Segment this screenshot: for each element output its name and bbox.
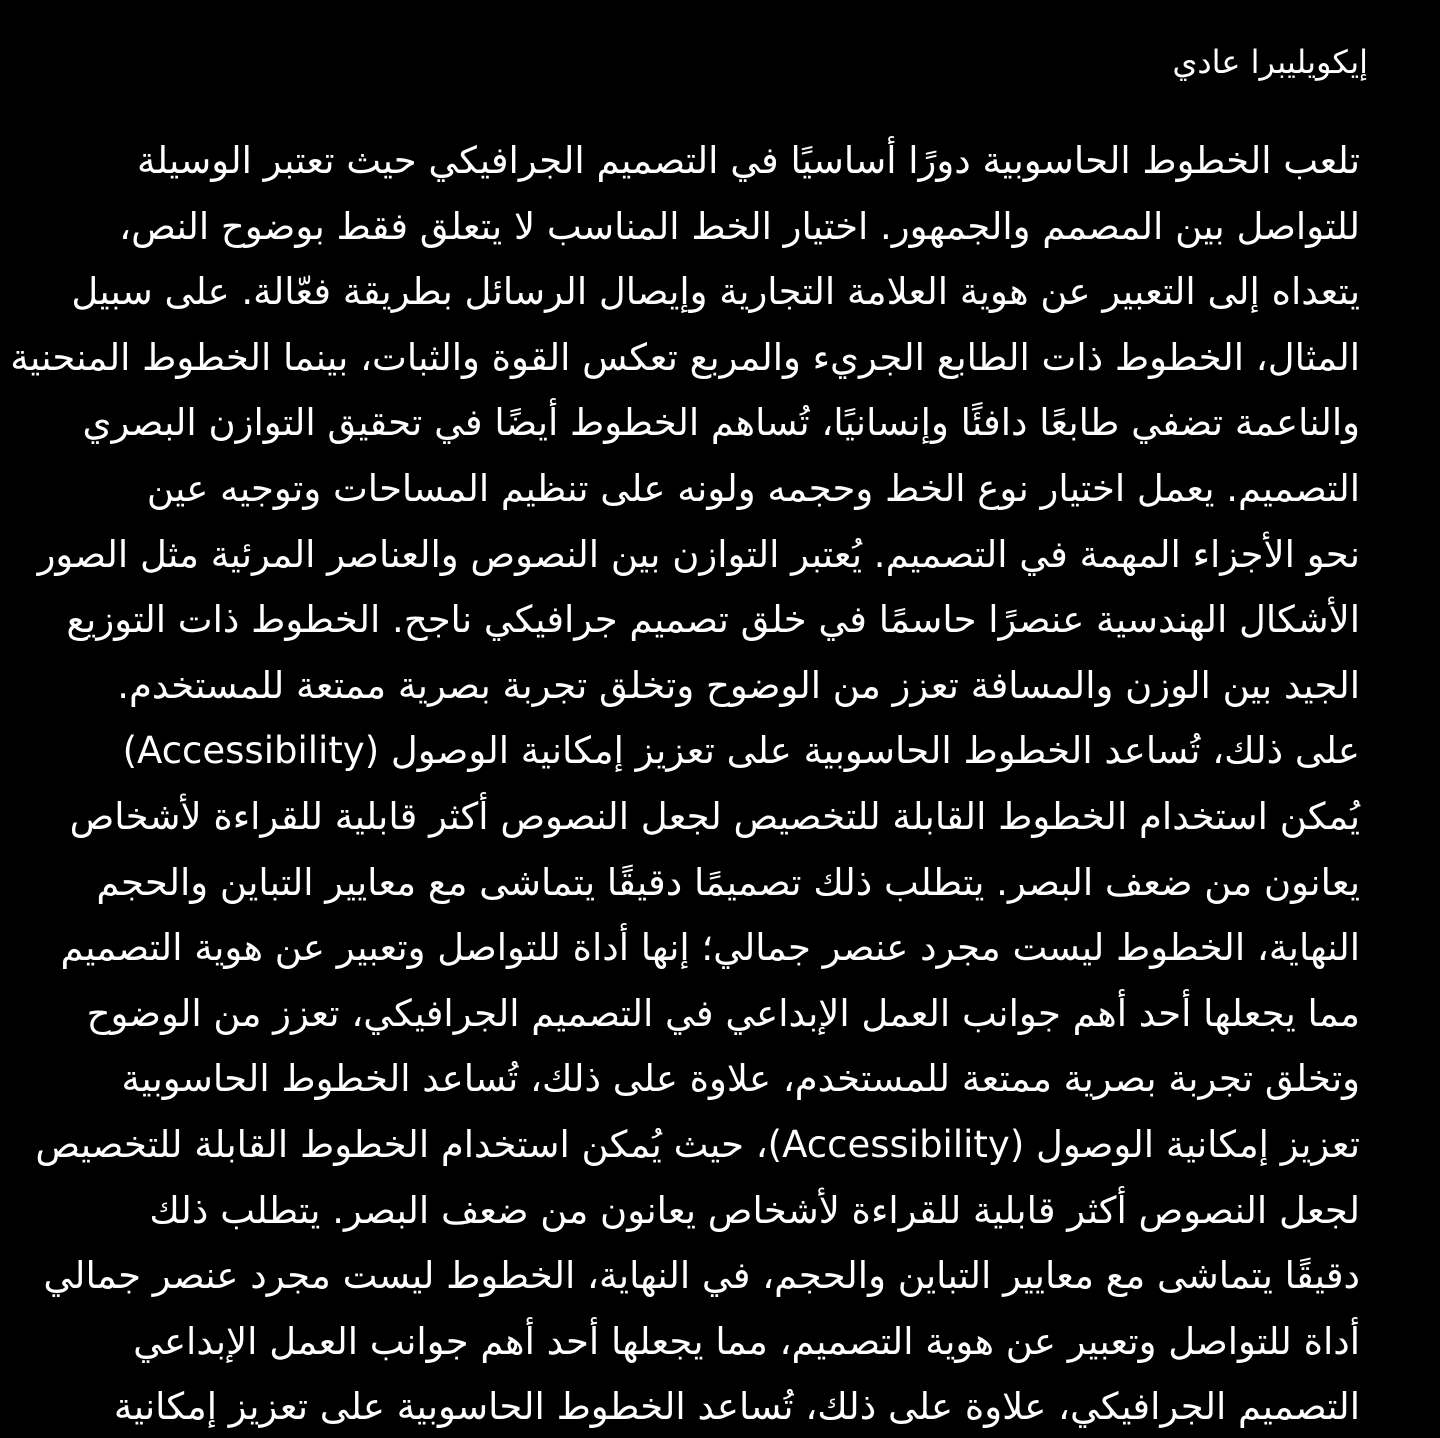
paragraph-line: يعانون من ضعف البصر. يتطلب ذلك تصميمًا دقيقًا يتماشى مع معايير التباين والحجم: [96, 860, 1360, 904]
paragraph-line: النهاية، الخطوط ليست مجرد عنصر جمالي؛ إنها أداة للتواصل وتعبير عن هوية التصميم: [60, 926, 1360, 970]
paragraph-line: للتواصل بين المصمم والجمهور. اختيار الخط المناسب لا يتعلق فقط بوضوح النص،: [119, 204, 1360, 248]
paragraph-line: التصميم الجرافيكي، علاوة على ذلك، تُساعد الخطوط الحاسوبية على تعزيز إمكانية: [113, 1385, 1360, 1429]
paragraph-line: يتعداه إلى التعبير عن هوية العلامة التجارية وإيصال الرسائل بطريقة فعّالة. على سبيل: [71, 270, 1360, 314]
paragraph-line: مما يجعلها أحد أهم جوانب العمل الإبداعي في التصميم الجرافيكي، تعزز من الوضوح: [86, 991, 1360, 1035]
paragraph-line: يُمكن استخدام الخطوط القابلة للتخصيص لجعل النصوص أكثر قابلية للقراءة لأشخاص: [69, 794, 1360, 838]
paragraph-line: الأشكال الهندسية عنصرًا حاسمًا في خلق تصميم جرافيكي ناجح. الخطوط ذات التوزيع: [66, 598, 1360, 642]
sample-paragraph: [0, 128, 1360, 1438]
paragraph-line: وتخلق تجربة بصرية ممتعة للمستخدم، علاوة على ذلك، تُساعد الخطوط الحاسوبية: [121, 1057, 1360, 1101]
paragraph-line: التصميم. يعمل اختيار نوع الخط وحجمه ولونه على تنظيم المساحات وتوجيه عين: [146, 466, 1360, 510]
font-name-caption: إيكويليبرا عادي: [1172, 43, 1368, 81]
paragraph-line: نحو الأجزاء المهمة في التصميم. يُعتبر التوازن بين النصوص والعناصر المرئية مثل الصور: [37, 532, 1360, 576]
paragraph-line: الجيد بين الوزن والمسافة تعزز من الوضوح وتخلق تجربة بصرية ممتعة للمستخدم.: [117, 663, 1360, 707]
paragraph-line: دقيقًا يتماشى مع معايير التباين والحجم، في النهاية، الخطوط ليست مجرد عنصر جمالي: [43, 1254, 1360, 1298]
paragraph-line: لجعل النصوص أكثر قابلية للقراءة لأشخاص يعانون من ضعف البصر. يتطلب ذلك: [149, 1188, 1360, 1232]
paragraph-line: تلعب الخطوط الحاسوبية دورًا أساسيًا في التصميم الجرافيكي حيث تعتبر الوسيلة: [136, 139, 1360, 182]
paragraph-line: على ذلك، تُساعد الخطوط الحاسوبية على تعزيز إمكانية الوصول (Accessibility): [122, 729, 1360, 773]
paragraph-line: أداة للتواصل وتعبير عن هوية التصميم، مما يجعلها أحد أهم جوانب العمل الإبداعي: [133, 1319, 1360, 1363]
paragraph-line: والناعمة تضفي طابعًا دافئًا وإنسانيًا، تُساهم الخطوط أيضًا في تحقيق التوازن البصري: [82, 401, 1360, 445]
paragraph-line: المثال، الخطوط ذات الطابع الجريء والمربع تعكس القوة والثبات، بينما الخطوط المنحنية: [10, 335, 1360, 379]
paragraph-line: تعزيز إمكانية الوصول (Accessibility)، حيث يُمكن استخدام الخطوط القابلة للتخصيص: [35, 1122, 1360, 1166]
